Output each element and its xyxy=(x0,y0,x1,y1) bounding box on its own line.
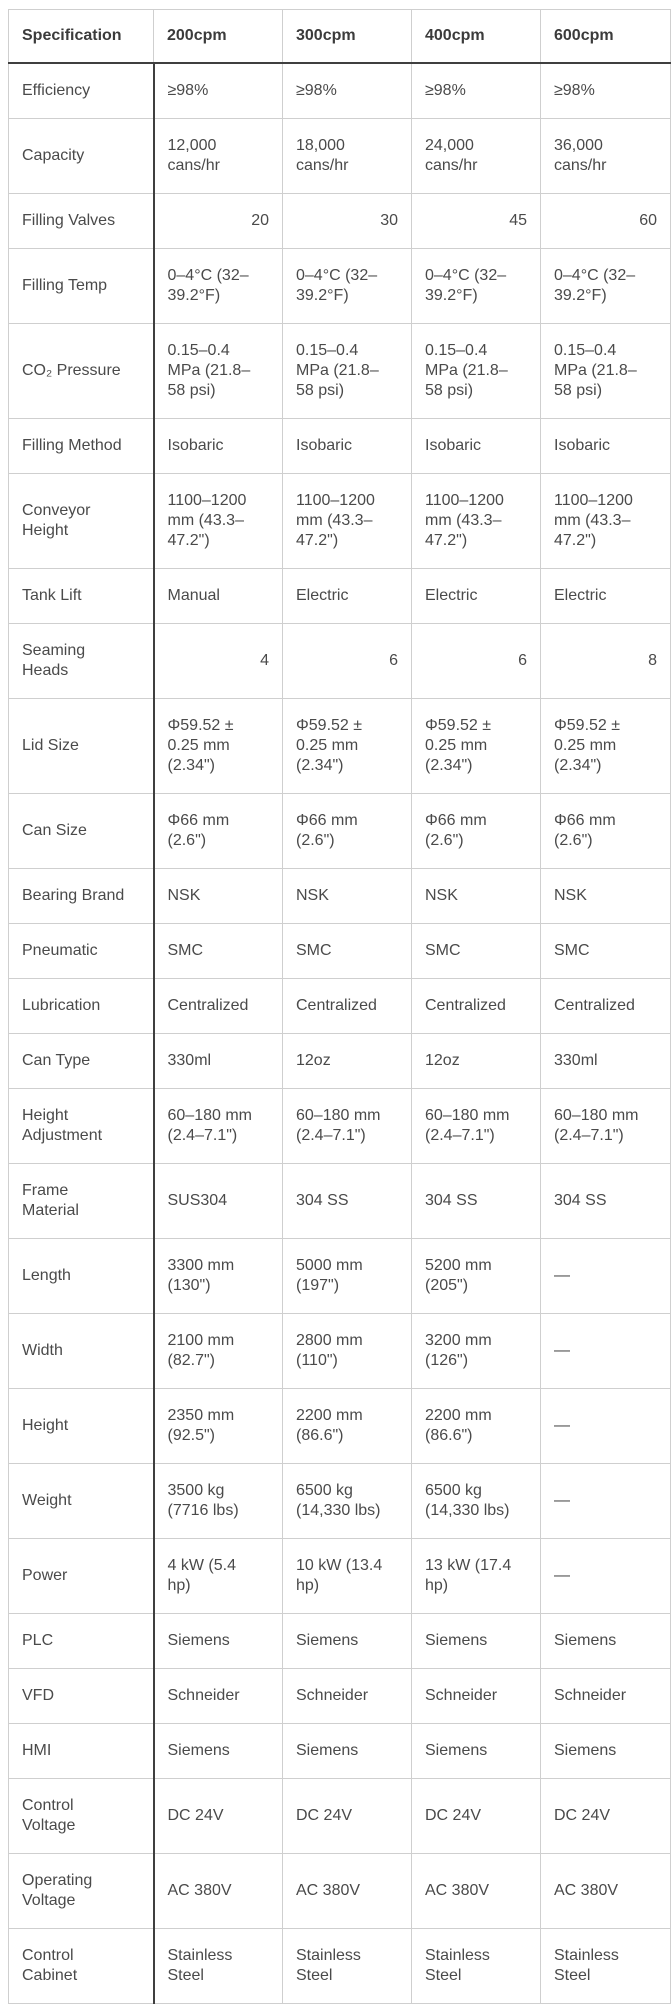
spec-value-cell: — xyxy=(541,1314,671,1389)
spec-value-cell: Φ66 mm (2.6") xyxy=(154,794,283,869)
spec-value-cell: Centralized xyxy=(412,979,541,1034)
table-row xyxy=(9,1089,671,1164)
spec-name-cell: CO₂ Pressure xyxy=(9,324,154,419)
spec-value-cell: — xyxy=(541,1389,671,1464)
spec-value-cell: Schneider xyxy=(283,1669,412,1724)
table-row xyxy=(9,1929,671,2004)
table-row xyxy=(9,1314,671,1389)
spec-name-cell: Operating Voltage xyxy=(9,1854,154,1929)
spec-value-cell: 0.15–0.4 MPa (21.8–58 psi) xyxy=(541,324,671,419)
column-header-model-200cpm: 200cpm xyxy=(154,10,283,64)
spec-value-cell: 6500 kg (14,330 lbs) xyxy=(412,1464,541,1539)
spec-value-cell: 1100–1200 mm (43.3–47.2") xyxy=(541,474,671,569)
spec-name-cell: Height xyxy=(9,1389,154,1464)
spec-value-cell: Centralized xyxy=(541,979,671,1034)
spec-value-cell: Siemens xyxy=(412,1724,541,1779)
spec-value-cell: Stainless Steel xyxy=(412,1929,541,2004)
spec-name-cell: Lubrication xyxy=(9,979,154,1034)
spec-value-cell: AC 380V xyxy=(154,1854,283,1929)
spec-value-cell: 1100–1200 mm (43.3–47.2") xyxy=(283,474,412,569)
spec-value-cell: DC 24V xyxy=(283,1779,412,1854)
spec-value-cell: 36,000 cans/hr xyxy=(541,119,671,194)
spec-table-body xyxy=(9,63,671,2004)
table-row xyxy=(9,1389,671,1464)
spec-value-cell: Schneider xyxy=(412,1669,541,1724)
spec-value-cell: Siemens xyxy=(412,1614,541,1669)
spec-value-cell: 60–180 mm (2.4–7.1") xyxy=(541,1089,671,1164)
spec-value-cell: 2200 mm (86.6") xyxy=(412,1389,541,1464)
spec-value-cell: Siemens xyxy=(283,1724,412,1779)
spec-value-cell: 1100–1200 mm (43.3–47.2") xyxy=(412,474,541,569)
table-row xyxy=(9,1854,671,1929)
spec-value-cell: Manual xyxy=(154,569,283,624)
spec-value-cell: 6 xyxy=(283,624,412,699)
spec-name-cell: Length xyxy=(9,1239,154,1314)
spec-value-cell: NSK xyxy=(541,869,671,924)
table-row xyxy=(9,1724,671,1779)
spec-value-cell: DC 24V xyxy=(412,1779,541,1854)
table-row xyxy=(9,1239,671,1314)
spec-name-cell: VFD xyxy=(9,1669,154,1724)
spec-value-cell: Φ59.52 ± 0.25 mm (2.34") xyxy=(412,699,541,794)
spec-value-cell: 0.15–0.4 MPa (21.8–58 psi) xyxy=(154,324,283,419)
spec-value-cell: Φ59.52 ± 0.25 mm (2.34") xyxy=(283,699,412,794)
spec-value-cell: Siemens xyxy=(154,1724,283,1779)
spec-value-cell: 20 xyxy=(154,194,283,249)
table-row xyxy=(9,249,671,324)
spec-value-cell: 18,000 cans/hr xyxy=(283,119,412,194)
spec-name-cell: Control Cabinet xyxy=(9,1929,154,2004)
spec-value-cell: 330ml xyxy=(154,1034,283,1089)
spec-value-cell: 3300 mm (130") xyxy=(154,1239,283,1314)
table-row xyxy=(9,63,671,119)
spec-value-cell: SMC xyxy=(412,924,541,979)
spec-name-cell: Frame Material xyxy=(9,1164,154,1239)
spec-value-cell: 0.15–0.4 MPa (21.8–58 psi) xyxy=(412,324,541,419)
table-row xyxy=(9,1669,671,1724)
spec-name-cell: Conveyor Height xyxy=(9,474,154,569)
spec-value-cell: 5200 mm (205") xyxy=(412,1239,541,1314)
specification-table xyxy=(8,9,671,2004)
table-row xyxy=(9,1464,671,1539)
spec-value-cell: 60–180 mm (2.4–7.1") xyxy=(412,1089,541,1164)
spec-value-cell: SMC xyxy=(154,924,283,979)
spec-value-cell: 3500 kg (7716 lbs) xyxy=(154,1464,283,1539)
spec-value-cell: 2800 mm (110") xyxy=(283,1314,412,1389)
table-row xyxy=(9,1034,671,1089)
table-row xyxy=(9,869,671,924)
spec-value-cell: 45 xyxy=(412,194,541,249)
spec-name-cell: Lid Size xyxy=(9,699,154,794)
spec-value-cell: 4 kW (5.4 hp) xyxy=(154,1539,283,1614)
table-row xyxy=(9,1614,671,1669)
spec-value-cell: SMC xyxy=(541,924,671,979)
table-row xyxy=(9,324,671,419)
spec-name-cell: Filling Valves xyxy=(9,194,154,249)
spec-name-cell: Control Voltage xyxy=(9,1779,154,1854)
spec-value-cell: AC 380V xyxy=(283,1854,412,1929)
spec-value-cell: 60–180 mm (2.4–7.1") xyxy=(283,1089,412,1164)
spec-value-cell: Schneider xyxy=(154,1669,283,1724)
spec-value-cell: 8 xyxy=(541,624,671,699)
spec-value-cell: 12oz xyxy=(412,1034,541,1089)
spec-value-cell: SMC xyxy=(283,924,412,979)
spec-value-cell: ≥98% xyxy=(541,63,671,119)
spec-value-cell: AC 380V xyxy=(412,1854,541,1929)
spec-value-cell: 1100–1200 mm (43.3–47.2") xyxy=(154,474,283,569)
column-header-specification: Specification xyxy=(9,10,154,64)
spec-value-cell: 2200 mm (86.6") xyxy=(283,1389,412,1464)
spec-value-cell: DC 24V xyxy=(541,1779,671,1854)
spec-value-cell: 304 SS xyxy=(283,1164,412,1239)
spec-name-cell: Can Size xyxy=(9,794,154,869)
spec-value-cell: Siemens xyxy=(541,1614,671,1669)
column-header-model-400cpm: 400cpm xyxy=(412,10,541,64)
spec-value-cell: 30 xyxy=(283,194,412,249)
spec-value-cell: 6500 kg (14,330 lbs) xyxy=(283,1464,412,1539)
table-row xyxy=(9,624,671,699)
table-row xyxy=(9,474,671,569)
spec-value-cell: Isobaric xyxy=(541,419,671,474)
spec-value-cell: NSK xyxy=(283,869,412,924)
table-row xyxy=(9,419,671,474)
spec-value-cell: SUS304 xyxy=(154,1164,283,1239)
spec-value-cell: 24,000 cans/hr xyxy=(412,119,541,194)
table-row xyxy=(9,794,671,869)
spec-value-cell: 2350 mm (92.5") xyxy=(154,1389,283,1464)
table-row xyxy=(9,924,671,979)
spec-value-cell: 12oz xyxy=(283,1034,412,1089)
spec-value-cell: 304 SS xyxy=(412,1164,541,1239)
spec-value-cell: 0–4°C (32–39.2°F) xyxy=(283,249,412,324)
spec-value-cell: Schneider xyxy=(541,1669,671,1724)
spec-value-cell: 3200 mm (126") xyxy=(412,1314,541,1389)
spec-name-cell: Weight xyxy=(9,1464,154,1539)
spec-name-cell: Can Type xyxy=(9,1034,154,1089)
spec-value-cell: 6 xyxy=(412,624,541,699)
spec-value-cell: Φ59.52 ± 0.25 mm (2.34") xyxy=(154,699,283,794)
spec-value-cell: 12,000 cans/hr xyxy=(154,119,283,194)
spec-value-cell: 13 kW (17.4 hp) xyxy=(412,1539,541,1614)
spec-value-cell: Stainless Steel xyxy=(154,1929,283,2004)
spec-value-cell: Stainless Steel xyxy=(541,1929,671,2004)
spec-value-cell: Isobaric xyxy=(154,419,283,474)
table-row xyxy=(9,119,671,194)
spec-name-cell: Width xyxy=(9,1314,154,1389)
spec-value-cell: Siemens xyxy=(541,1724,671,1779)
spec-value-cell: 5000 mm (197") xyxy=(283,1239,412,1314)
spec-value-cell: Siemens xyxy=(154,1614,283,1669)
table-row xyxy=(9,1539,671,1614)
spec-name-cell: Efficiency xyxy=(9,63,154,119)
table-row xyxy=(9,1164,671,1239)
spec-name-cell: HMI xyxy=(9,1724,154,1779)
spec-value-cell: Φ66 mm (2.6") xyxy=(283,794,412,869)
spec-name-cell: Tank Lift xyxy=(9,569,154,624)
spec-value-cell: Siemens xyxy=(283,1614,412,1669)
spec-value-cell: 330ml xyxy=(541,1034,671,1089)
spec-value-cell: 0.15–0.4 MPa (21.8–58 psi) xyxy=(283,324,412,419)
spec-value-cell: Centralized xyxy=(154,979,283,1034)
spec-value-cell: Φ59.52 ± 0.25 mm (2.34") xyxy=(541,699,671,794)
table-row xyxy=(9,1779,671,1854)
spec-name-cell: Bearing Brand xyxy=(9,869,154,924)
spec-value-cell: AC 380V xyxy=(541,1854,671,1929)
spec-name-cell: Height Adjustment xyxy=(9,1089,154,1164)
table-row xyxy=(9,194,671,249)
table-row xyxy=(9,979,671,1034)
spec-value-cell: Φ66 mm (2.6") xyxy=(412,794,541,869)
spec-value-cell: Electric xyxy=(412,569,541,624)
spec-value-cell: NSK xyxy=(412,869,541,924)
spec-value-cell: Electric xyxy=(283,569,412,624)
spec-value-cell: DC 24V xyxy=(154,1779,283,1854)
spec-value-cell: Φ66 mm (2.6") xyxy=(541,794,671,869)
spec-name-cell: Filling Temp xyxy=(9,249,154,324)
spec-value-cell: 10 kW (13.4 hp) xyxy=(283,1539,412,1614)
spec-value-cell: ≥98% xyxy=(412,63,541,119)
column-header-model-300cpm: 300cpm xyxy=(283,10,412,64)
spec-value-cell: Isobaric xyxy=(283,419,412,474)
spec-value-cell: — xyxy=(541,1464,671,1539)
spec-value-cell: NSK xyxy=(154,869,283,924)
spec-value-cell: Electric xyxy=(541,569,671,624)
spec-value-cell: 60–180 mm (2.4–7.1") xyxy=(154,1089,283,1164)
spec-name-cell: PLC xyxy=(9,1614,154,1669)
column-header-model-600cpm: 600cpm xyxy=(541,10,671,64)
spec-value-cell: Isobaric xyxy=(412,419,541,474)
spec-value-cell: — xyxy=(541,1539,671,1614)
spec-value-cell: 4 xyxy=(154,624,283,699)
spec-value-cell: 0–4°C (32–39.2°F) xyxy=(154,249,283,324)
spec-value-cell: ≥98% xyxy=(154,63,283,119)
spec-value-cell: Stainless Steel xyxy=(283,1929,412,2004)
table-row xyxy=(9,699,671,794)
spec-value-cell: ≥98% xyxy=(283,63,412,119)
spec-name-cell: Seaming Heads xyxy=(9,624,154,699)
spec-name-cell: Capacity xyxy=(9,119,154,194)
spec-value-cell: 0–4°C (32–39.2°F) xyxy=(541,249,671,324)
spec-value-cell: 0–4°C (32–39.2°F) xyxy=(412,249,541,324)
spec-value-cell: 2100 mm (82.7") xyxy=(154,1314,283,1389)
spec-value-cell: 304 SS xyxy=(541,1164,671,1239)
table-row xyxy=(9,569,671,624)
spec-value-cell: Centralized xyxy=(283,979,412,1034)
spec-name-cell: Power xyxy=(9,1539,154,1614)
spec-value-cell: — xyxy=(541,1239,671,1314)
spec-name-cell: Pneumatic xyxy=(9,924,154,979)
header-row xyxy=(9,10,671,64)
spec-value-cell: 60 xyxy=(541,194,671,249)
spec-name-cell: Filling Method xyxy=(9,419,154,474)
